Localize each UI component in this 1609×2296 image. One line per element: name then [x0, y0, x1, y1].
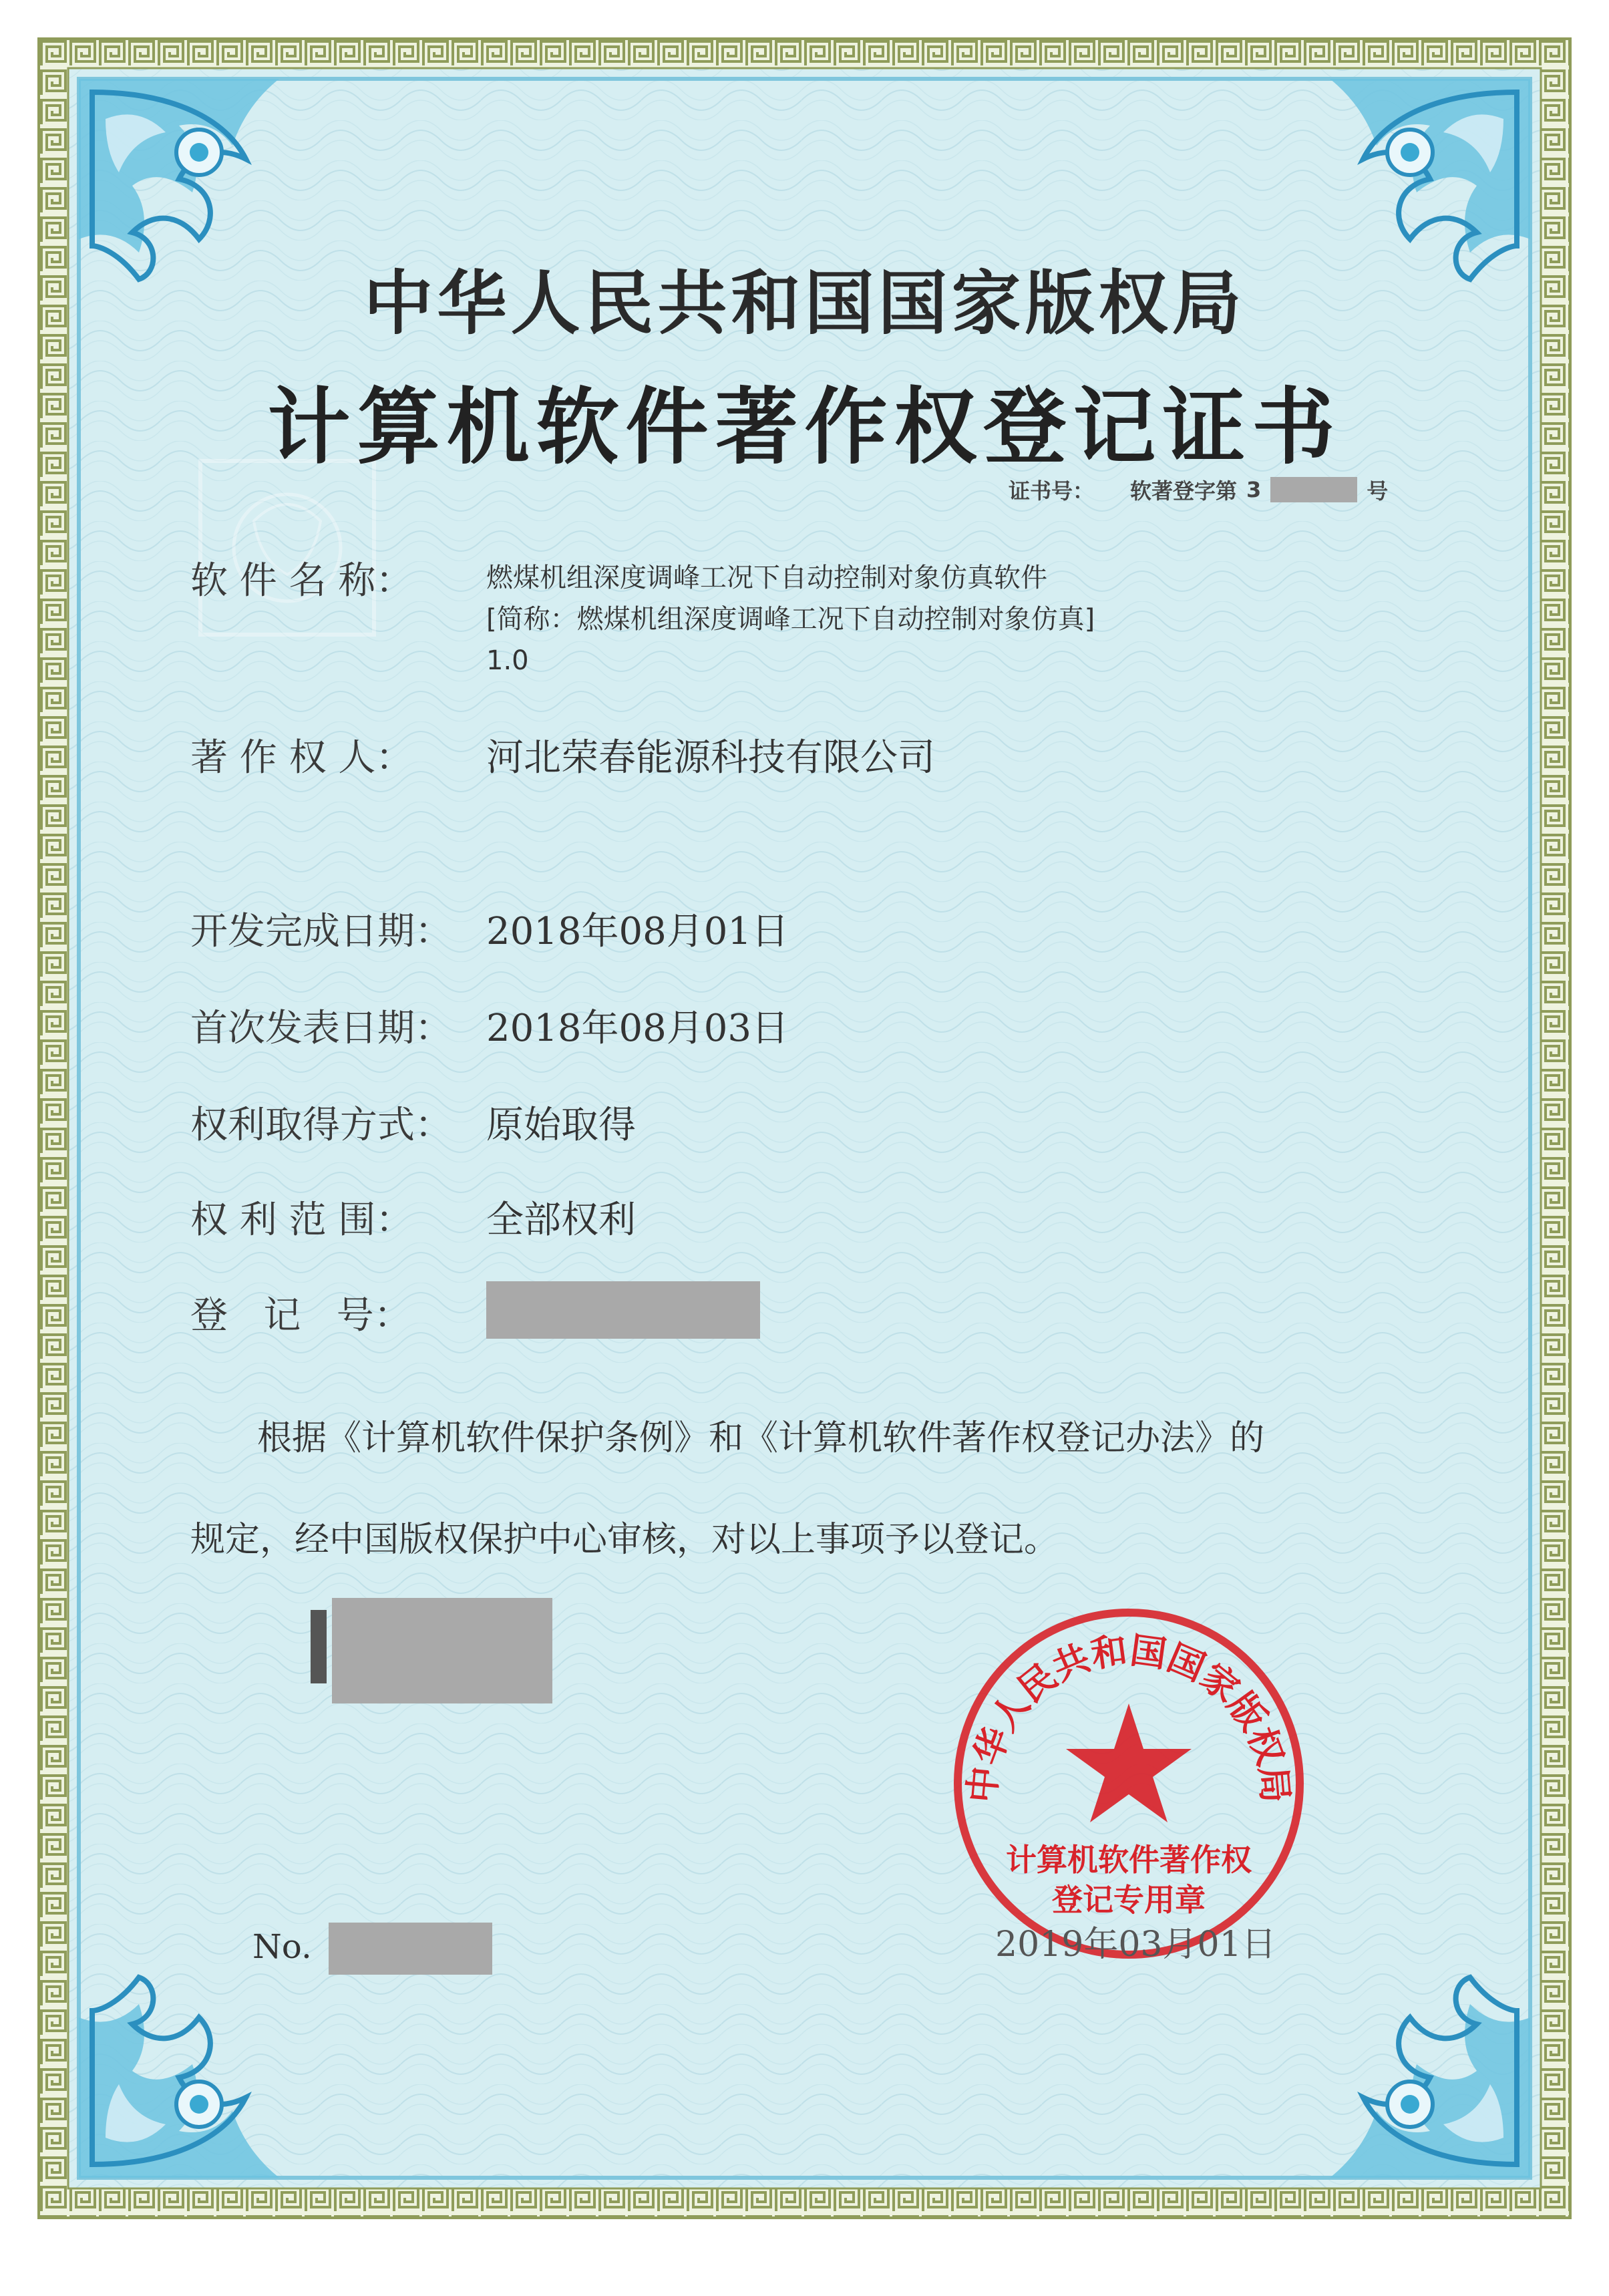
cert-no-redaction	[1270, 477, 1357, 502]
scope-label: 权 利 范 围：	[190, 1198, 413, 1242]
seal-star-icon	[1066, 1703, 1192, 1822]
cert-no-suffix: 号	[1367, 478, 1389, 504]
statement-line-1: 根据《计算机软件保护条例》和《计算机软件著作权登记办法》的	[257, 1418, 1265, 1458]
serial-no-label: No.	[252, 1927, 312, 1966]
owner-label: 著 作 权 人：	[190, 736, 413, 780]
owner-value: 河北荣春能源科技有限公司	[486, 736, 935, 780]
scope-value: 全部权利	[486, 1198, 636, 1242]
signature-redaction	[332, 1598, 552, 1703]
software-version: 1.0	[486, 645, 529, 676]
statement-line-2: 规定，经中国版权保护中心审核，对以上事项予以登记。	[190, 1520, 1059, 1560]
official-seal	[942, 1597, 1316, 1971]
software-name: 燃煤机组深度调峰工况下自动控制对象仿真软件	[486, 562, 1047, 593]
software-name-block	[486, 557, 1095, 681]
pub-date-label: 首次发表日期：	[190, 1007, 452, 1050]
signature-mark	[311, 1610, 327, 1683]
certificate-title: 计算机软件著作权登记证书	[267, 379, 1342, 476]
cert-no-start: 3	[1246, 477, 1262, 502]
software-short-name: [简称：燃煤机组深度调峰工况下自动控制对象仿真]	[486, 604, 1095, 635]
reg-no-redaction	[486, 1281, 760, 1339]
cert-no-prefix: 软著登字第	[1130, 478, 1238, 504]
dev-date-label: 开发完成日期：	[190, 910, 452, 953]
seal-inner-line-1: 计算机软件著作权	[1006, 1842, 1252, 1878]
seal-inner-line-2: 登记专用章	[1052, 1882, 1206, 1918]
dev-date-value: 2018年08月01日	[486, 910, 789, 953]
certificate-number	[1009, 474, 1388, 505]
acquire-value: 原始取得	[486, 1104, 636, 1147]
pub-date-value: 2018年08月03日	[486, 1007, 789, 1050]
serial-no-redaction	[329, 1923, 492, 1975]
reg-no-label: 登 记 号：	[190, 1294, 411, 1337]
software-name-label: 软 件 名 称：	[190, 559, 413, 603]
cert-no-label: 证书号：	[1009, 478, 1095, 504]
acquire-label: 权利取得方式：	[190, 1104, 452, 1147]
seal-ring-text: 中华人民共和国国家版权局	[960, 1629, 1297, 1804]
issue-date: 2019年03月01日	[995, 1925, 1276, 1965]
issuer-title: 中华人民共和国国家版权局	[363, 263, 1246, 344]
